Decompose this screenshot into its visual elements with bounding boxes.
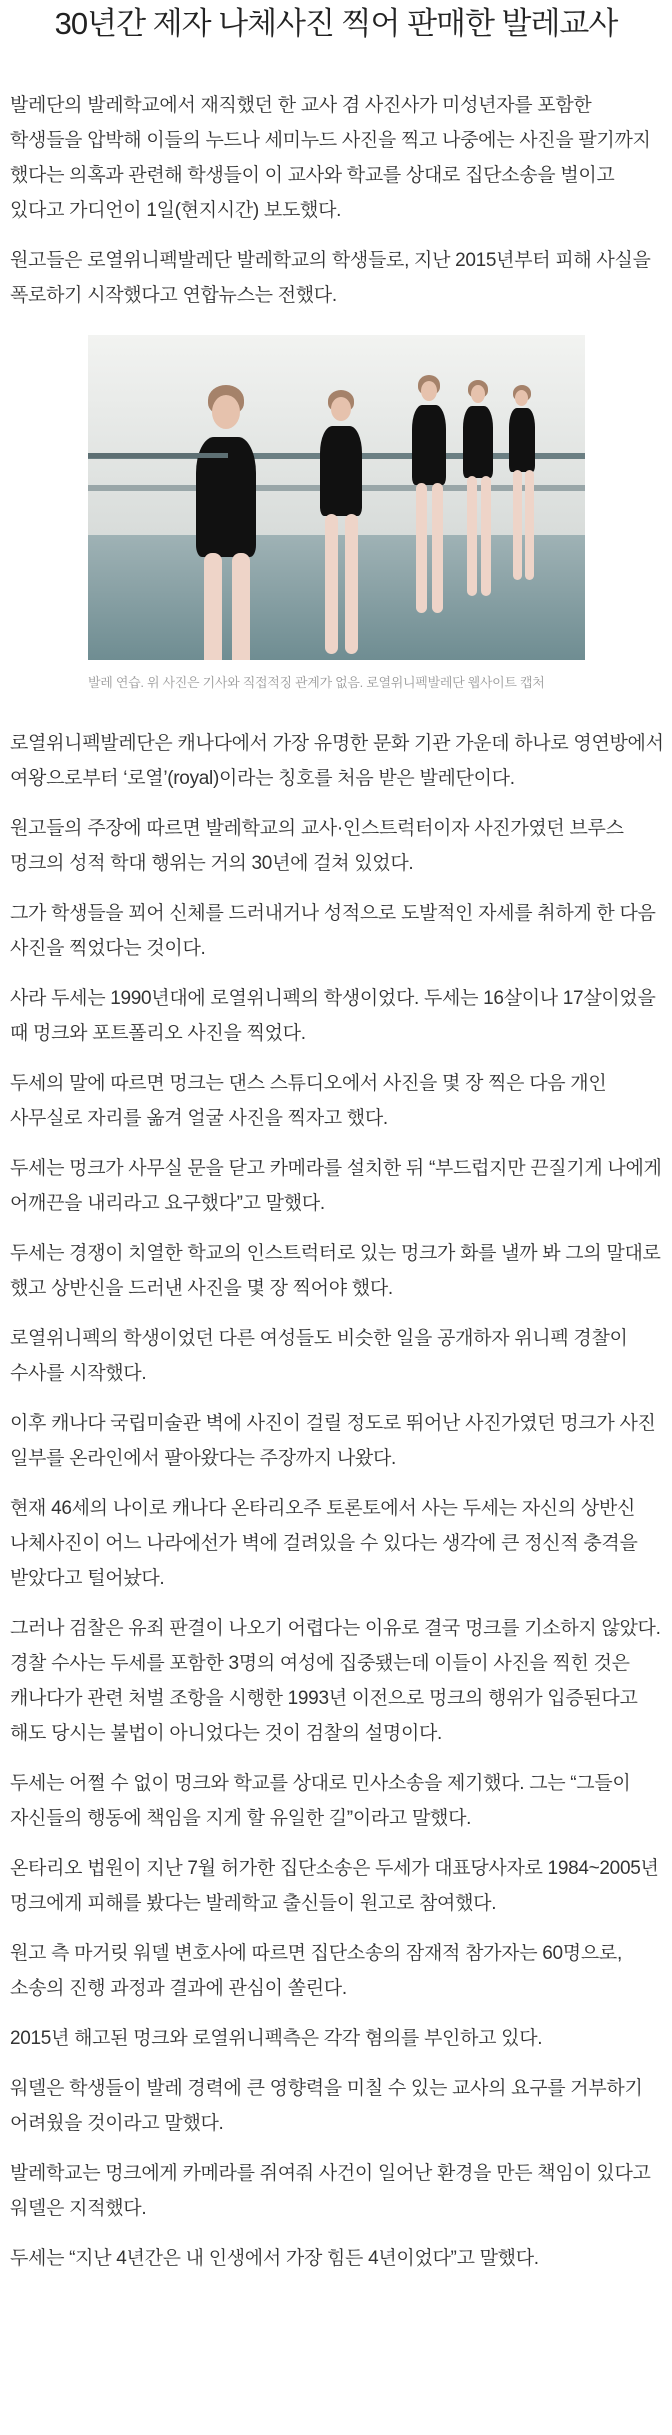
- article-paragraph: 원고들의 주장에 따르면 발레학교의 교사·인스트럭터이자 사진가였던 브루스 멍크의 성적 학대 행위는 거의 30년에 걸쳐 있었다.: [10, 818, 624, 874]
- article-paragraph: 그가 학생들을 꾀어 신체를 드러내거나 성적으로 도발적인 자세를 취하게 한 다음 사진을 찍었다는 것이다.: [10, 903, 656, 959]
- article-paragraph: 현재 46세의 나이로 캐나다 온타리오주 토론토에서 사는 두세는 자신의 상반신 나체사진이 어느 나라에선가 벽에 걸려있을 수 있다는 생각에 큰 정신적 충격을 받았다고 털어놨다.: [10, 1498, 638, 1589]
- article-paragraph: 발레단의 발레학교에서 재직했던 한 교사 겸 사진사가 미성년자를 포함한 학생들을 압박해 이들의 누드나 세미누드 사진을 찍고 나중에는 사진을 팔기까지 했다는 의혹과 관련해 학생들이 이 교사와 학교를 상대로 집단소송을 벌이고 있다고 가디언이 1일(현지시간) 보도했다.: [10, 95, 651, 221]
- article-paragraph: 두세는 경쟁이 치열한 학교의 인스트럭터로 있는 멍크가 화를 낼까 봐 그의 말대로 했고 상반신을 드러낸 사진을 몇 장 찍어야 했다.: [10, 1243, 661, 1299]
- article-paragraph: 사라 두세는 1990년대에 로열위니펙의 학생이었다. 두세는 16살이나 17살이었을 때 멍크와 포트폴리오 사진을 찍었다.: [10, 988, 656, 1044]
- article-paragraph: 이후 캐나다 국립미술관 벽에 사진이 걸릴 정도로 뛰어난 사진가였던 멍크가 사진 일부를 온라인에서 팔아왔다는 주장까지 나왔다.: [10, 1413, 656, 1469]
- article-paragraph: 온타리오 법원이 지난 7월 허가한 집단소송은 두세가 대표당사자로 1984~2005년 멍크에게 피해를 봤다는 발레학교 출신들이 원고로 참여했다.: [10, 1858, 659, 1914]
- article-paragraph: 워델은 학생들이 발레 경력에 큰 영향력을 미칠 수 있는 교사의 요구를 거부하기 어려웠을 것이라고 말했다.: [10, 2078, 643, 2134]
- article-paragraph: 두세는 멍크가 사무실 문을 닫고 카메라를 설치한 뒤 “부드럽지만 끈질기게 나에게 어깨끈을 내리라고 요구했다”고 말했다.: [10, 1158, 662, 1214]
- photo-caption: 발레 연습. 위 사진은 기사와 직접적징 관계가 없음. 로열위니펙발레단 웹사이트 캡처: [88, 675, 545, 690]
- article-paragraph: 두세의 말에 따르면 멍크는 댄스 스튜디오에서 사진을 몇 장 찍은 다음 개인 사무실로 자리를 옮겨 얼굴 사진을 찍자고 했다.: [10, 1073, 607, 1129]
- article-figure: [0, 335, 672, 712]
- article-paragraph: 2015년 해고된 멍크와 로열위니펙측은 각각 혐의를 부인하고 있다.: [10, 2028, 543, 2049]
- article-body: [0, 88, 672, 2276]
- article-paragraph: 두세는 어쩔 수 없이 멍크와 학교를 상대로 민사소송을 제기했다. 그는 “그들이 자신들의 행동에 책임을 지게 할 유일한 길”이라고 말했다.: [10, 1773, 631, 1829]
- article-paragraph: 두세는 “지난 4년간은 내 인생에서 가장 힘든 4년이었다”고 말했다.: [10, 2248, 539, 2269]
- article-title: 30년간 제자 나체사진 찍어 판매한 발레교사: [54, 6, 618, 41]
- article-paragraph: 그러나 검찰은 유죄 판결이 나오기 어렵다는 이유로 결국 멍크를 기소하지 않았다. 경찰 수사는 두세를 포함한 3명의 여성에 집중됐는데 이들이 사진을 찍힌 것은 캐나다가 관련 처벌 조항을 시행한 1993년 이전으로 멍크의 행위가 입증된다고 해도 당시는 불법이 아니었다는 것이 검찰의 설명이다.: [10, 1618, 661, 1744]
- article-paragraph: 로열위니펙의 학생이었던 다른 여성들도 비슷한 일을 공개하자 위니펙 경찰이 수사를 시작했다.: [10, 1328, 628, 1384]
- article-paragraph: 원고 측 마거릿 워델 변호사에 따르면 집단소송의 잠재적 참가자는 60명으로, 소송의 진행 과정과 결과에 관심이 쏠린다.: [10, 1943, 622, 1999]
- article-paragraph: 원고들은 로열위니펙발레단 발레학교의 학생들로, 지난 2015년부터 피해 사실을 폭로하기 시작했다고 연합뉴스는 전했다.: [10, 250, 651, 306]
- ballet-practice-photo: [88, 335, 585, 660]
- article-paragraph: 로열위니펙발레단은 캐나다에서 가장 유명한 문화 기관 가운데 하나로 영연방에서 여왕으로부터 ‘로열’(royal)이라는 칭호를 처음 받은 발레단이다.: [10, 733, 664, 789]
- article-paragraph: 발레학교는 멍크에게 카메라를 쥐여줘 사건이 일어난 환경을 만든 책임이 있다고 워델은 지적했다.: [10, 2163, 651, 2219]
